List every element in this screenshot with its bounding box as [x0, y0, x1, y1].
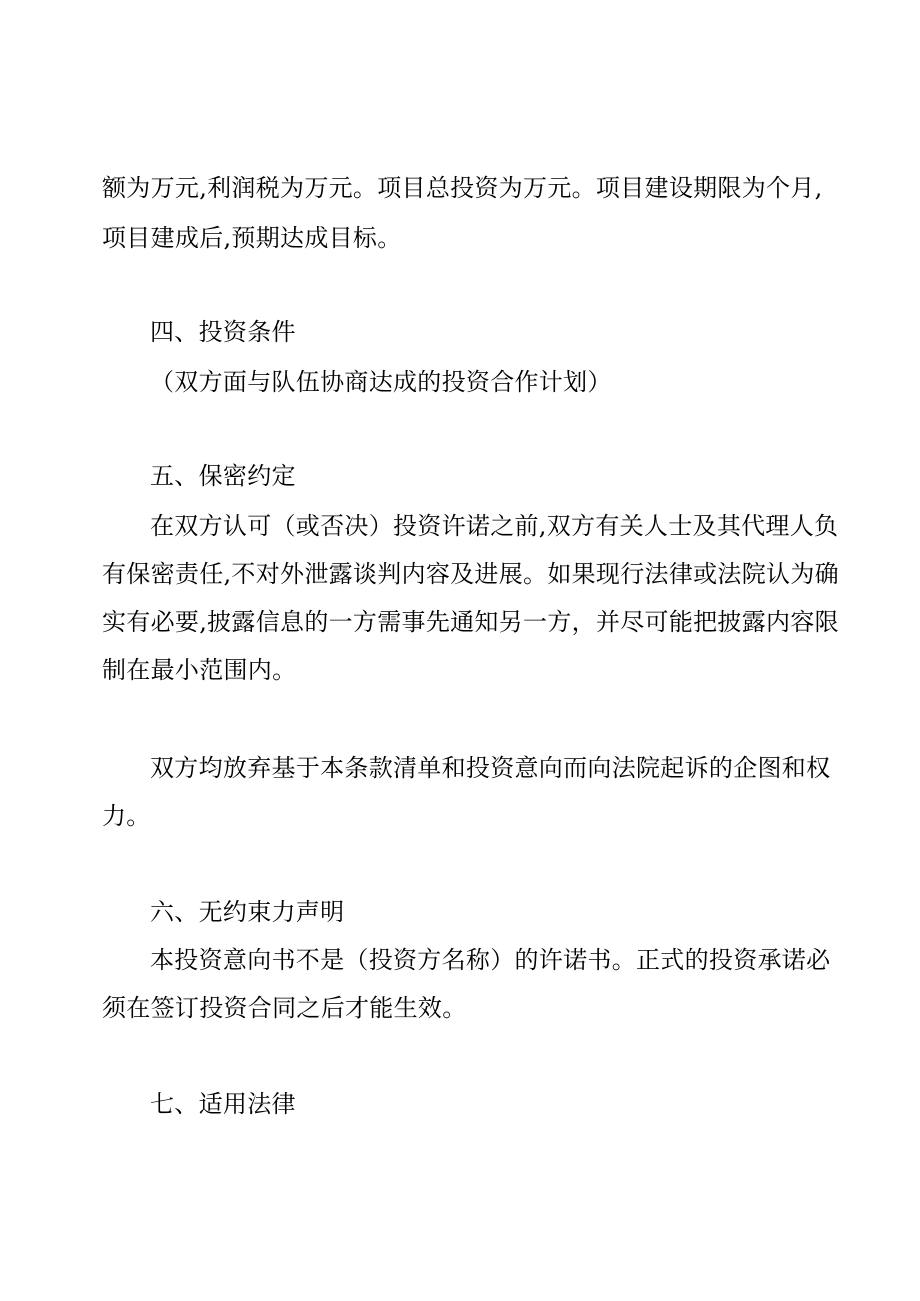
paragraph-line: 双方均放弃基于本条款清单和投资意向而向法院起诉的企图和权 — [150, 754, 831, 782]
section-heading-7: 七、适用法律 — [150, 1090, 296, 1118]
section-heading-4: 四、投资条件 — [150, 318, 296, 346]
paragraph-line: 本投资意向书不是（投资方名称）的许诺书。正式的投资承诺必 — [150, 946, 831, 974]
paragraph-line: （双方面与队伍协商达成的投资合作计划） — [150, 368, 612, 396]
section-heading-6: 六、无约束力声明 — [150, 898, 345, 926]
paragraph-line: 有保密责任,不对外泄露谈判内容及进展。如果现行法律或法院认为确 — [102, 560, 839, 588]
paragraph-line: 实有必要,披露信息的一方需事先通知另一方，并尽可能把披露内容限 — [102, 608, 839, 636]
paragraph-line: 额为万元,利润税为万元。项目总投资为万元。项目建设期限为个月, — [102, 174, 823, 202]
paragraph-line: 在双方认可（或否决）投资许诺之前,双方有关人士及其代理人负 — [150, 512, 839, 540]
paragraph-line: 项目建成后,预期达成目标。 — [102, 224, 402, 252]
section-heading-5: 五、保密约定 — [150, 462, 296, 490]
paragraph-line: 力。 — [102, 802, 151, 830]
paragraph-line: 制在最小范围内。 — [102, 656, 297, 684]
paragraph-line: 须在签订投资合同之后才能生效。 — [102, 994, 467, 1022]
